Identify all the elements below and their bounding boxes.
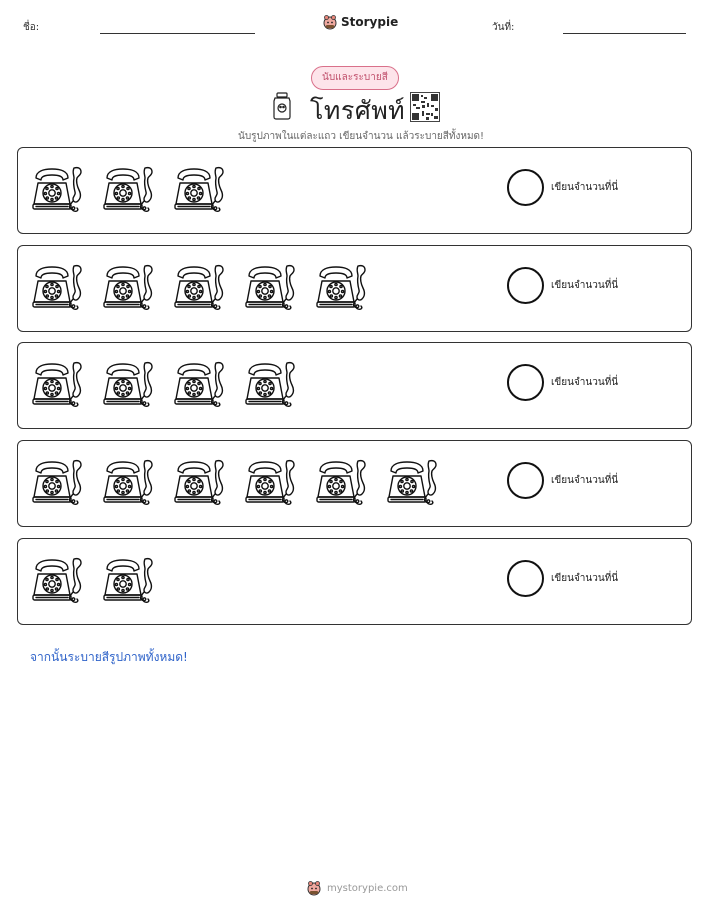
rotary-telephone-icon [101, 555, 157, 605]
rotary-telephone-icon [30, 359, 86, 409]
answer-circle[interactable] [507, 462, 544, 499]
name-label: ชื่อ: [23, 22, 40, 33]
phone-group [30, 262, 370, 312]
answer-hint: เขียนจำนวนที่นี่ [551, 377, 619, 388]
count-row [17, 538, 692, 625]
answer-circle[interactable] [507, 364, 544, 401]
count-row [17, 342, 692, 429]
count-row [17, 440, 692, 527]
answer-hint: เขียนจำนวนที่นี่ [551, 280, 619, 291]
rotary-telephone-icon [172, 359, 228, 409]
rotary-telephone-icon [314, 457, 370, 507]
rotary-telephone-icon [101, 164, 157, 214]
brand-name: Storypie [341, 15, 399, 29]
worksheet-instructions: นับรูปภาพในแต่ละแถว เขียนจำนวน แล้วระบายสีทั้งหมด! [238, 131, 485, 142]
rotary-telephone-icon [385, 457, 441, 507]
date-line[interactable] [563, 33, 686, 34]
jar-icon [271, 92, 293, 120]
rotary-telephone-icon [243, 457, 299, 507]
rotary-telephone-icon [172, 164, 228, 214]
rotary-telephone-icon [101, 262, 157, 312]
qr-code-icon [410, 92, 440, 122]
count-row [17, 147, 692, 234]
rotary-telephone-icon [314, 262, 370, 312]
storypie-logo-icon [307, 880, 321, 896]
phone-group [30, 164, 228, 214]
rotary-telephone-icon [101, 457, 157, 507]
answer-hint: เขียนจำนวนที่นี่ [551, 475, 619, 486]
answer-circle[interactable] [507, 267, 544, 304]
answer-hint: เขียนจำนวนที่นี่ [551, 182, 619, 193]
rotary-telephone-icon [243, 359, 299, 409]
rotary-telephone-icon [30, 164, 86, 214]
rotary-telephone-icon [101, 359, 157, 409]
rotary-telephone-icon [172, 457, 228, 507]
rotary-telephone-icon [243, 262, 299, 312]
phone-group [30, 457, 441, 507]
site-url[interactable]: mystorypie.com [327, 882, 408, 894]
answer-circle[interactable] [507, 560, 544, 597]
storypie-logo-icon [323, 14, 337, 30]
answer-hint: เขียนจำนวนที่นี่ [551, 573, 619, 584]
phone-group [30, 359, 299, 409]
answer-circle[interactable] [507, 169, 544, 206]
rotary-telephone-icon [30, 457, 86, 507]
name-line[interactable] [100, 33, 255, 34]
rotary-telephone-icon [30, 555, 86, 605]
rotary-telephone-icon [172, 262, 228, 312]
footer-instruction: จากนั้นระบายสีรูปภาพทั้งหมด! [30, 650, 188, 664]
site-footer [307, 880, 408, 896]
worksheet-title: โทรศัพท์ [310, 96, 406, 125]
brand [323, 14, 398, 30]
phone-group [30, 555, 157, 605]
date-label: วันที่: [492, 22, 515, 33]
worksheet-tag: นับและระบายสี [311, 66, 399, 90]
count-row [17, 245, 692, 332]
rotary-telephone-icon [30, 262, 86, 312]
